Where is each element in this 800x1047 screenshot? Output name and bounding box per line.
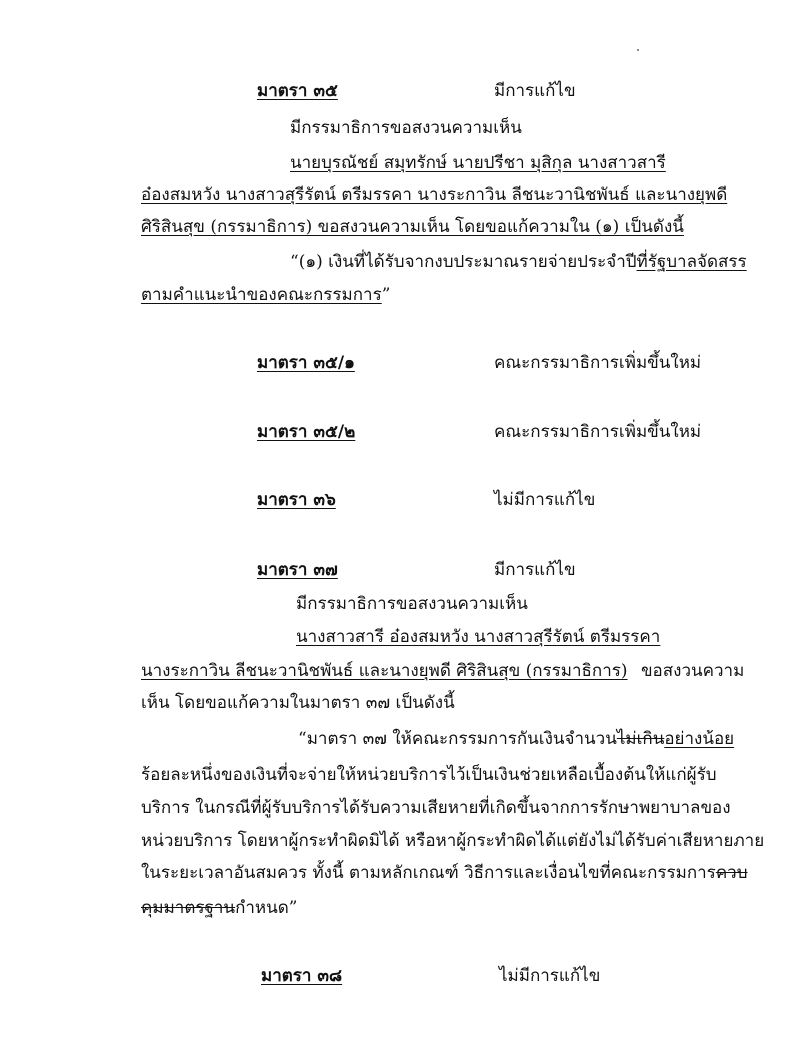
members-line-3-35: ศิริสินสุข (กรรมาธิการ) ขอสงวนความเห็น โดยขอแก้ความใน (๑) เป็นดังนี้ xyxy=(141,217,684,237)
quote-text: “(๑) เงินที่ได้รับจากงบประมาณรายจ่ายประจำปี xyxy=(290,252,637,272)
members-line-1-37: นางสาวสารี อ๋องสมหวัง นางสาวสุรีรัตน์ ตรีมรรคา xyxy=(296,627,661,647)
quote-text: ในระยะเวลาอันสมควร ทั้งนี้ ตามหลักเกณฑ์ วิธีการและเงื่อนไขที่คณะกรรมการ xyxy=(141,863,716,883)
quote-close: ” xyxy=(381,285,391,305)
members-line-3-37: เห็น โดยขอแก้ความในมาตรา ๓๗ เป็นดังนี้ xyxy=(141,693,455,713)
members-names: นางระกาวิน ลีชนะวานิชพันธ์ และนางยุพดี ศิริสินสุข (กรรมาธิการ) xyxy=(141,661,628,681)
quote-line-4-37: หน่วยบริการ โดยหาผู้กระทำผิดมิได้ หรือหาผู้กระทำผิดได้แต่ยังไม่ได้รับค่าเสียหายภาย xyxy=(141,831,765,851)
deleted-text: คุมมาตรฐาน xyxy=(141,898,236,918)
section-heading-37: มาตรา ๓๗ xyxy=(257,560,338,580)
reservation-intro-37: มีกรรมาธิการขอสงวนความเห็น xyxy=(296,594,528,614)
members-line-1-35: นายบุรณัชย์ สมุทรักษ์ นายปรีชา มุสิกุล นางสาวสารี xyxy=(290,153,666,173)
amended-text: อย่างน้อย xyxy=(664,729,735,749)
section-status-35-1: คณะกรรมาธิการเพิ่มขึ้นใหม่ xyxy=(494,353,702,373)
quote-line-3-37: บริการ ในกรณีที่ผู้รับบริการได้รับความเสียหายที่เกิดขึ้นจากการรักษาพยาบาลของ xyxy=(141,798,731,818)
quote-line-5-37 xyxy=(141,862,748,884)
quote-text: กำหนด” xyxy=(235,898,298,918)
amended-text: ที่รัฐบาลจัดสรร xyxy=(636,252,747,272)
section-status-37: มีการแก้ไข xyxy=(494,560,576,580)
quote-line-1-37 xyxy=(298,728,734,750)
deleted-text: ควบ xyxy=(715,863,748,883)
members-line-2-37 xyxy=(141,660,744,682)
quote-line-6-37 xyxy=(141,897,297,919)
section-status-38: ไม่มีการแก้ไข xyxy=(499,966,601,986)
section-heading-35-2: มาตรา ๓๕/๒ xyxy=(257,422,356,442)
quote-text: “มาตรา ๓๗ ให้คณะกรรมการกันเงินจำนวน xyxy=(298,729,617,749)
scan-speck xyxy=(637,49,639,51)
deleted-text: ไม่เกิน xyxy=(616,729,665,749)
section-heading-35-1: มาตรา ๓๕/๑ xyxy=(257,353,355,373)
reservation-intro-35: มีกรรมาธิการขอสงวนความเห็น xyxy=(290,118,522,138)
quote-line-2-35 xyxy=(141,284,390,306)
amended-text: ตามคำแนะนำของคณะกรรมการ xyxy=(141,285,382,305)
section-heading-35: มาตรา ๓๕ xyxy=(257,81,338,101)
section-status-35-2: คณะกรรมาธิการเพิ่มขึ้นใหม่ xyxy=(494,422,702,442)
quote-line-2-37: ร้อยละหนึ่งของเงินที่จะจ่ายให้หน่วยบริการไว้เป็นเงินช่วยเหลือเบื้องต้นให้แก่ผู้รับ xyxy=(141,765,717,785)
section-heading-38: มาตรา ๓๘ xyxy=(261,966,343,986)
members-line-2-35: อ๋องสมหวัง นางสาวสุรีรัตน์ ตรีมรรคา นางระกาวิน ลีชนะวานิชพันธ์ และนางยุพดี xyxy=(141,185,728,205)
members-suffix: ขอสงวนความ xyxy=(640,661,745,681)
quote-line-1-35 xyxy=(290,251,747,273)
section-heading-36: มาตรา ๓๖ xyxy=(257,490,336,510)
section-status-36: ไม่มีการแก้ไข xyxy=(494,490,596,510)
section-status-35: มีการแก้ไข xyxy=(494,81,576,101)
